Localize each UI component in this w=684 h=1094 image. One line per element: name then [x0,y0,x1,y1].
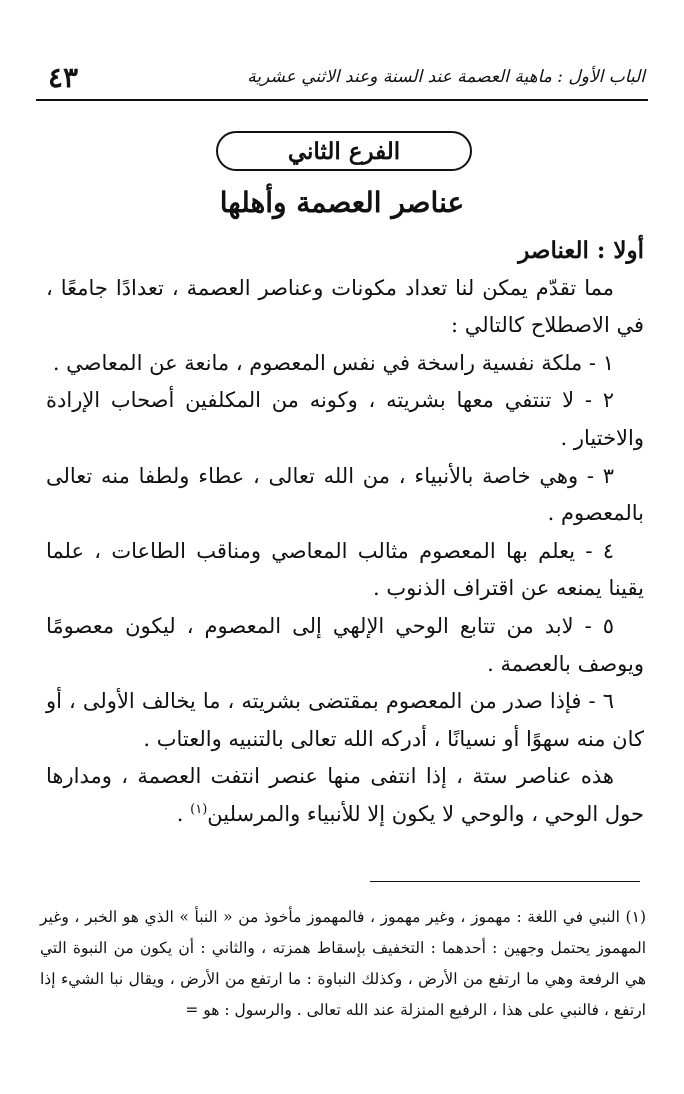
subheading: أولا : العناصر [518,237,644,264]
list-item: ٤ - يعلم بها المعصوم مثالب المعاصي ومناقب الطاعات ، علما يقينا يمنعه عن اقتراف الذنوب . [46,538,644,601]
page-number: ٤٣ [48,61,79,94]
list-item: ٢ - لا تنتفي معها بشريته ، وكونه من المكلفين أصحاب الإرادة والاختيار . [46,388,644,450]
list-item: ٣ - وهي خاصة بالأنبياء ، من الله تعالى ، عطاء ولطفا منه تعالى بالمعصوم . [46,463,644,526]
header-rule [36,99,648,101]
section-branch-label: الفرع الثاني [287,137,401,165]
running-header [40,62,645,98]
intro-paragraph: مما تقدّم يمكن لنا تعداد مكونات وعناصر العصمة ، تعدادًا جامعًا ، في الاصطلاح كالتالي : [46,275,644,338]
footnote-reference[interactable]: (١) [190,801,208,817]
footnote-rule [370,881,640,882]
section-title: عناصر العصمة وأهلها [219,186,465,219]
list-item: ٥ - لابد من تتابع الوحي الإلهي إلى المعصوم ، ليكون معصومًا ويوصف بالعصمة . [46,613,644,676]
footnote-text: النبي في اللغة : مهموز ، وغير مهموز ، فالمهموز مأخوذ من « النبأ » الذي هو الخبر ، وغير المهموز يحتمل وجهين : أحدهما : التخفيف بإسقاط همزته ، والثاني : أن يكون من النبوة التي هي الرفعة وهي ما ارتفع من الأرض ، وكذلك النباوة : ما ارتفع من الأرض ، ويقال نبا الشيء إذا ارتفع ، فالنبي على هذا ، الرفيع المنزلة عند الله تعالى . والرسول : هو = [40,908,646,1019]
list-item: ١ - ملكة نفسية راسخة في نفس المعصوم ، مانعة عن المعاصي . [52,350,614,375]
conclusion-end: . [176,801,191,826]
footnote-marker: (١) [625,908,646,926]
section-branch-box [216,131,472,171]
conclusion-text: هذه عناصر ستة ، إذا انتفى منها عنصر انتفت العصمة ، ومدارها حول الوحي ، والوحي لا يكون إلا للأنبياء والمرسلين [46,764,644,826]
conclusion-paragraph [46,758,644,833]
body-text [46,232,644,834]
running-title: الباب الأول : ماهية العصمة عند السنة وعند الاثني عشرية [247,67,645,87]
footnotes [40,902,646,1026]
list-item: ٦ - فإذا صدر من المعصوم بمقتضى بشريته ، ما يخالف الأولى ، أو كان منه سهوًا أو نسيانًا ، أدركه الله تعالى بالتنبيه والعتاب . [46,689,644,751]
